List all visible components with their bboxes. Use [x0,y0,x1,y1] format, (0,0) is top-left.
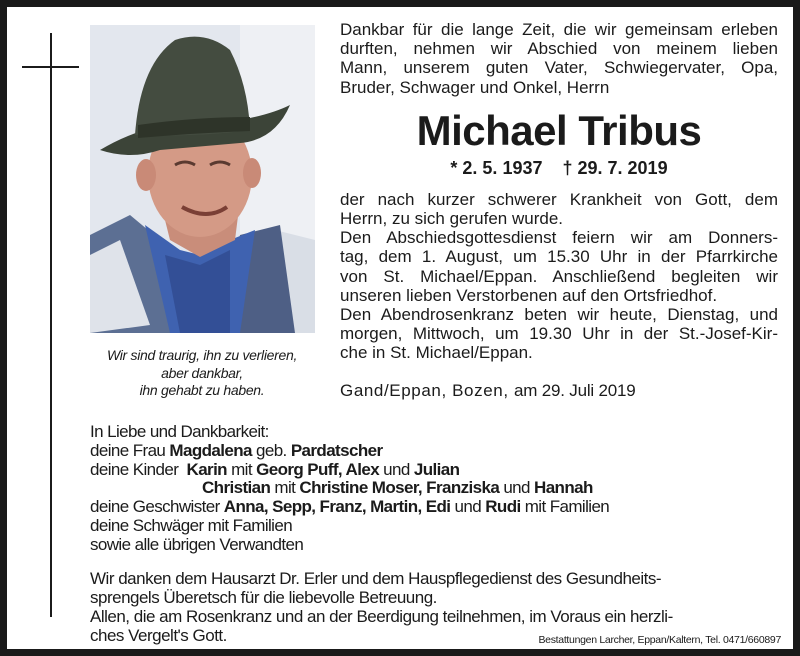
family-wife [90,442,609,461]
text: und [450,497,486,517]
service-line: unseren lieben Verstorbenen auf den Ortsfriedhof. [340,285,718,305]
text: mit [226,459,257,479]
text: und [379,459,414,479]
birth-date: * 2. 5. 1937 [450,157,543,178]
family-children [90,461,609,480]
service-line: von St. Michael/Eppan. Anschließend begleiten wir [340,266,778,286]
text: deine Frau [90,440,170,460]
funeral-home-credit: Bestattungen Larcher, Eppan/Kaltern, Tel. 0471/660897 [538,634,781,646]
intro-line: durften, nehmen wir Abschied von meinem lieben [340,39,778,59]
name: Karin [186,459,227,479]
name: Hannah [534,478,593,498]
name: Pardatscher [290,440,383,460]
service-line: morgen, Mittwoch, um 19.30 Uhr in der St.-Josef-Kir- [340,324,778,344]
thanks-line: Allen, die am Rosenkranz und an der Beerdigung teilnehmen, im Voraus ein herzli- [90,607,673,626]
text: deine Kinder [90,459,187,479]
date: am 29. Juli 2019 [513,381,636,400]
intro-line: Bruder, Schwager und Onkel, Herrn [340,77,610,97]
text: mit [270,478,300,498]
name: Georg Puff, Alex [256,459,380,479]
name: Julian [413,459,460,479]
name: Christine Moser, Franziska [299,478,500,498]
death-line: Herrn, zu sich gerufen wurde. [340,209,563,229]
service-line: Den Abendrosenkranz beten wir heute, Dienstag, und [340,305,778,325]
name: Magdalena [169,440,252,460]
photo-caption [57,347,347,400]
death-date: † 29. 7. 2019 [562,157,668,178]
name: Rudi [485,497,521,517]
deceased-name: Michael Tribus [416,106,702,154]
intro-line: Dankbar für die lange Zeit, die wir gemeinsam erleben [340,20,778,39]
place: Gand/Eppan, Bozen, [340,381,509,400]
service-line: che in St. Michael/Eppan. [340,343,533,363]
cross-icon [50,33,52,617]
text: und [499,478,535,498]
name: Christian [202,478,271,498]
family-children-2 [90,479,609,498]
service-line: tag, dem 1. August, um 15.30 Uhr in der Pfarrkirche [340,247,778,267]
family-others: sowie alle übrigen Verwandten [90,534,304,554]
obituary-notice [7,7,793,649]
caption-line: Wir sind traurig, ihn zu verlieren, [106,347,298,363]
text: geb. [251,440,291,460]
name: Anna, Sepp, Franz, Martin, Edi [223,497,451,517]
thanks-line: sprengels Überetsch für die liebevolle Betreuung. [90,588,437,607]
place-and-date [340,381,636,401]
family-heading: In Liebe und Dankbarkeit: [90,422,269,441]
mourners-list [90,423,609,555]
thanks-line: Wir danken dem Hausarzt Dr. Erler und dem Hauspflegedienst des Gesundheits- [90,569,662,588]
portrait-photo [90,25,315,333]
text: deine Geschwister [90,497,224,517]
announcement-text [340,20,778,363]
thanks-line: ches Vergelt's Gott. [90,626,227,645]
cross-icon-bar [22,66,79,68]
text: mit Familien [520,497,610,517]
death-line: der nach kurzer schwerer Krankheit von Gott, dem [340,189,778,209]
family-siblings [90,498,609,517]
caption-line: aber dankbar, [161,364,243,381]
intro-line: Mann, unserem guten Vater, Schwiegervater, Opa, [340,58,778,78]
family-inlaws: deine Schwäger mit Familien [90,515,293,535]
service-line: Den Abschiedsgottesdienst feiern wir am Donners- [340,228,778,248]
life-dates [340,157,778,179]
caption-line: ihn gehabt zu haben. [139,382,265,398]
